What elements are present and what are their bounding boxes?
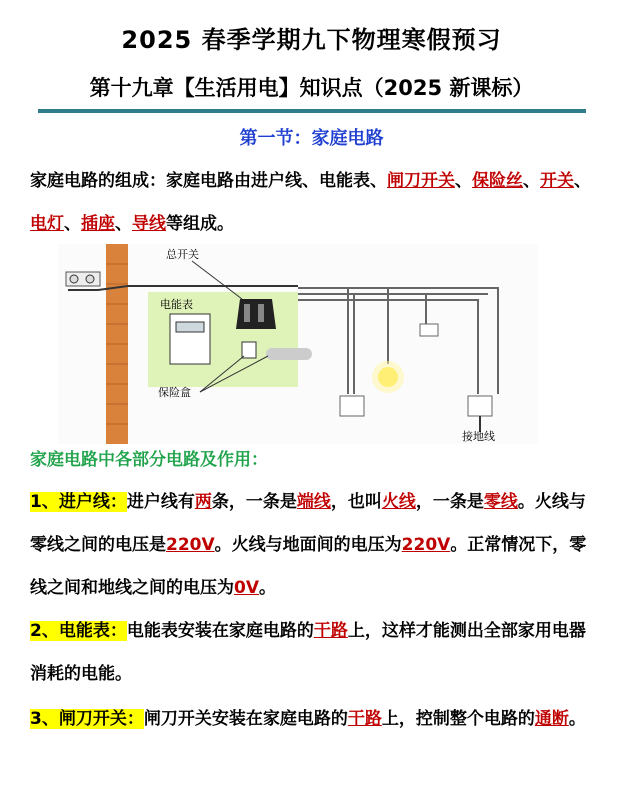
- subheading: 家庭电路中各部分电路及作用：: [30, 450, 268, 470]
- label-ground: 接地线: [462, 430, 495, 443]
- wall-switch-icon: [420, 324, 438, 336]
- meter-icon: [170, 314, 210, 364]
- divider-rule: [38, 109, 586, 113]
- socket-icon: [340, 396, 364, 416]
- item-electric-meter: 2、电能表：电能表安装在家庭电路的干路上，这样才能测出全部家用电器消耗的电能。: [30, 621, 586, 684]
- label-main-switch: 总开关: [166, 248, 199, 261]
- label-meter: 电能表: [160, 298, 193, 311]
- item-knife-switch: 3、闸刀开关：闸刀开关安装在家庭电路的干路上，控制整个电路的通断。: [30, 709, 586, 729]
- document-title: 2025 春季学期九下物理寒假预习: [121, 26, 502, 54]
- fuse-box-icon-2: [266, 348, 312, 360]
- fuse-box-icon: [242, 342, 256, 358]
- socket-icon-2: [468, 396, 492, 416]
- chapter-subtitle: 第十九章【生活用电】知识点（2025 新课标）: [89, 76, 534, 100]
- label-fuse-box: 保险盒: [158, 386, 191, 399]
- service-entrance-insulators: [66, 272, 100, 286]
- main-switch-icon: [236, 299, 276, 329]
- item-service-lines: 1、进户线：进户线有两条，一条是端线，也叫火线，一条是零线。火线与零线之间的电压是220V。火线与地面间的电压为220V。正常情况下，零线之间和地线之间的电压为0V。: [30, 492, 587, 598]
- composition-paragraph: 家庭电路的组成：家庭电路由进户线、电能表、闸刀开关、保险丝、开关、电灯、插座、导线等组成。: [30, 171, 591, 234]
- section-heading: 第一节：家庭电路: [239, 128, 384, 149]
- household-circuit-diagram: [58, 244, 538, 444]
